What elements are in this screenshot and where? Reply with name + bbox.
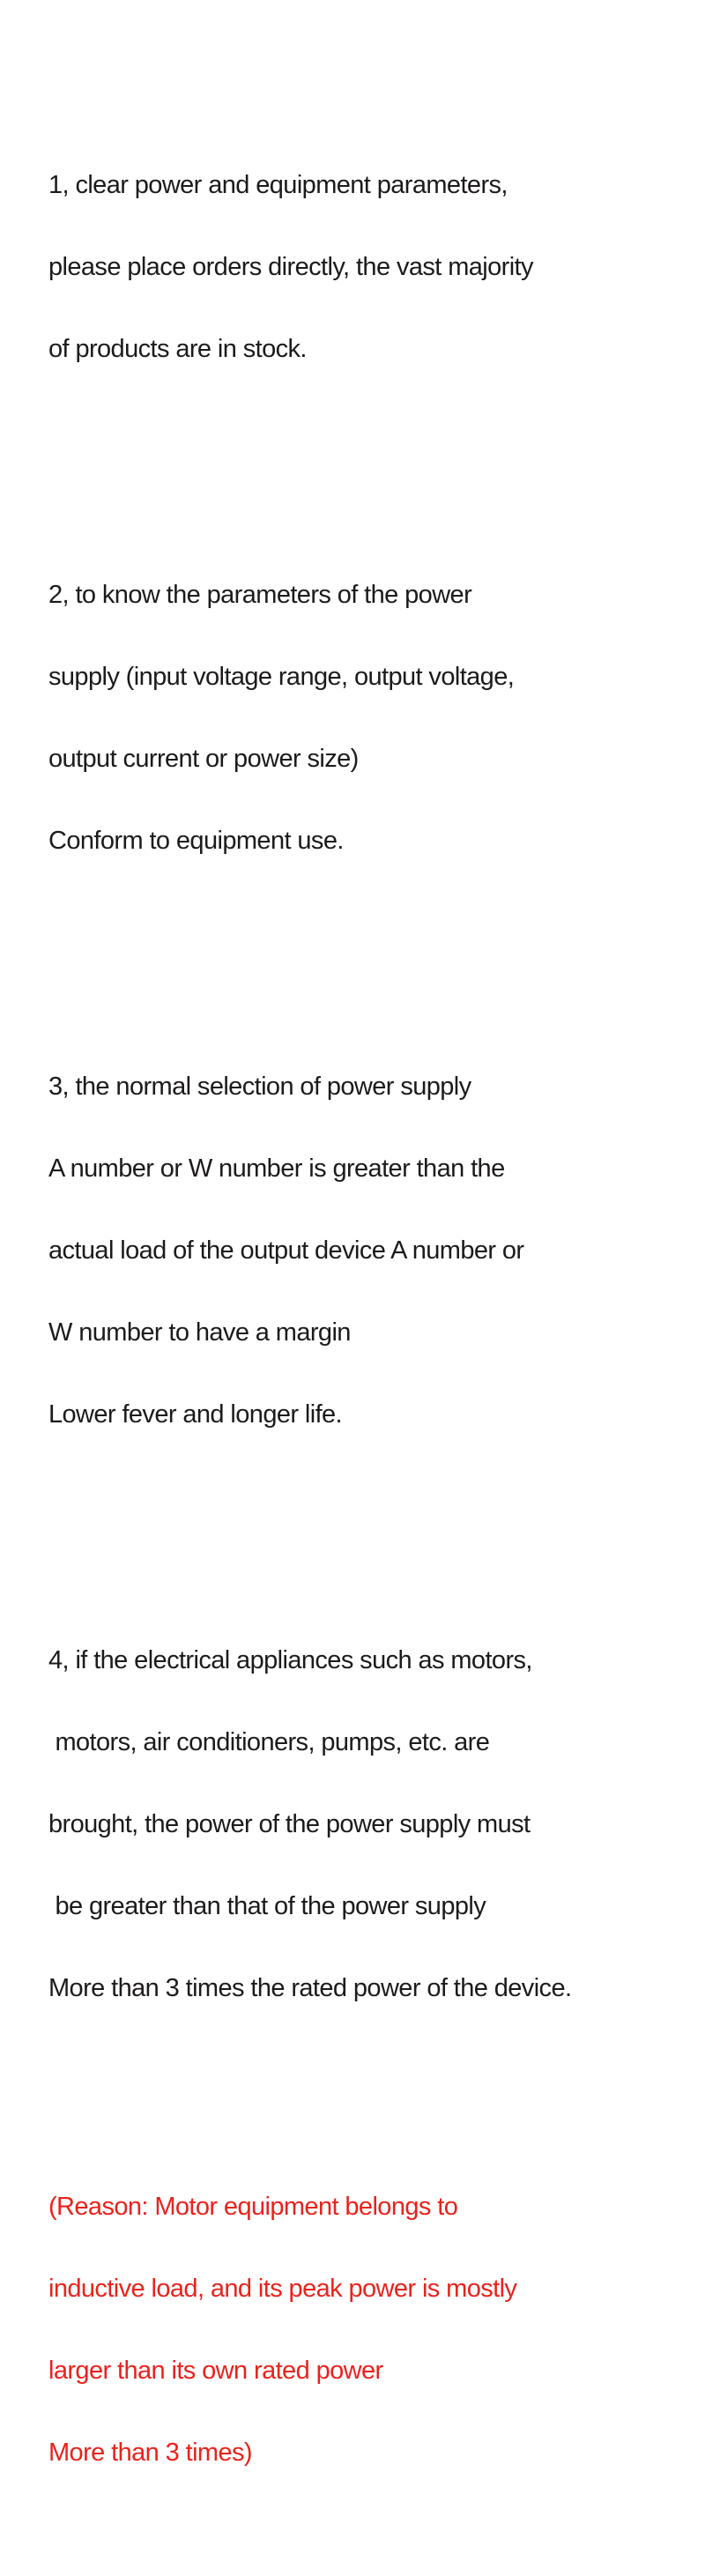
note-line: 1, clear power and equipment parameters, [48,171,508,199]
note-paragraph-reason [48,2139,687,2521]
note-line: motors, air conditioners, pumps, etc. are [48,1728,490,1756]
note-line: 2, to know the parameters of the power [48,581,472,609]
note-line: Lower fever and longer life. [48,1400,343,1429]
note-line: 3, the normal selection of power supply [48,1073,471,1101]
note-paragraph-4 [48,1592,687,2057]
note-line: 4, if the electrical appliances such as motors, [48,1646,532,1674]
note-line: W number to have a margin [48,1318,351,1347]
note-line: inductive load, and its peak power is mostly [48,2275,517,2303]
note-line: Conform to equipment use. [48,827,344,855]
note-line: More than 3 times) [48,2439,252,2467]
note-line: of products are in stock. [48,335,307,363]
note-line: More than 3 times the rated power of the device. [48,1974,572,2002]
note-line: output current or power size) [48,745,359,773]
note-line: please place orders directly, the vast majority [48,253,533,281]
note-line: supply (input voltage range, output voltage, [48,663,515,691]
note-line: brought, the power of the power supply must [48,1810,531,1838]
note-line: larger than its own rated power [48,2357,383,2385]
note-line: actual load of the output device A number or [48,1236,524,1265]
note-paragraph-2 [48,527,687,909]
note-line: be greater than that of the power supply [48,1892,486,1920]
note-line: (Reason: Motor equipment belongs to [48,2193,458,2221]
note-line: A number or W number is greater than the [48,1154,505,1183]
note-paragraph-3 [48,1019,687,1483]
note-paragraph-1 [48,117,687,418]
